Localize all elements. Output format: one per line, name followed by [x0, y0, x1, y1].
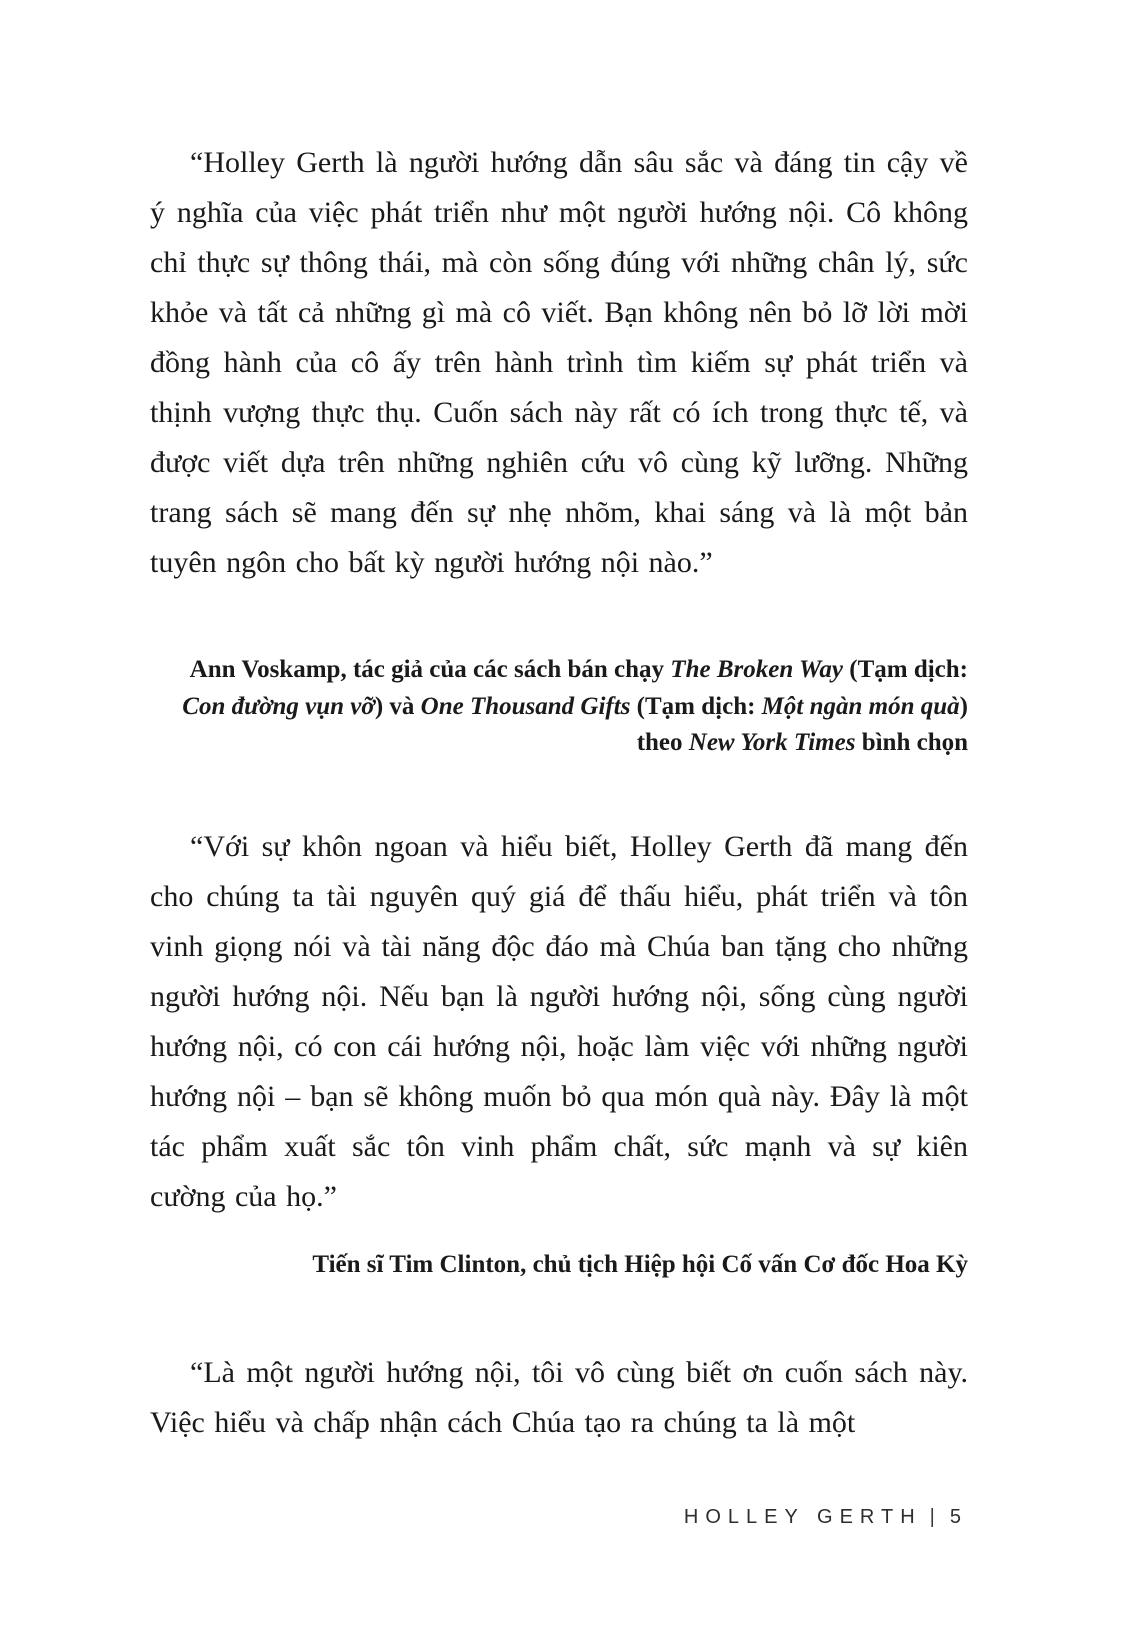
endorsement-quote-1: “Holley Gerth là người hướng dẫn sâu sắc và đáng tin cậy về ý nghĩa của việc phát triển như một người hướng nội. Cô không chỉ thực sự thông thái, mà còn sống đúng với những chân lý, sức khỏe và tất cả những gì mà cô viết. Bạn không nên bỏ lỡ lời mời đồng hành của cô ấy trên hành trình tìm kiếm sự phát triển và thịnh vượng thực thụ. Cuốn sách này rất có ích trong thực tế, và được viết dựa trên những nghiên cứu vô cùng kỹ lưỡng. Những trang sách sẽ mang đến sự nhẹ nhõm, khai sáng và là một bản tuyên ngôn cho bất kỳ người hướng nội nào.” — [150, 146, 968, 579]
page-footer — [684, 1506, 968, 1529]
endorsement-quote-3: “Là một người hướng nội, tôi vô cùng biết ơn cuốn sách này. Việc hiểu và chấp nhận cách Chúa tạo ra chúng ta là một — [150, 1356, 968, 1439]
page-number: 5 — [949, 1506, 968, 1528]
endorsement-quote-2: “Với sự khôn ngoan và hiểu biết, Holley Gerth đã mang đến cho chúng ta tài nguyên quý giá để thấu hiểu, phát triển và tôn vinh giọng nói và tài năng độc đáo mà Chúa ban tặng cho những người hướng nội. Nếu bạn là người hướng nội, sống cùng người hướng nội, có con cái hướng nội, hoặc làm việc với những người hướng nội – bạn sẽ không muốn bỏ qua món quà này. Đây là một tác phẩm xuất sắc tôn vinh phẩm chất, sức mạnh và sự kiên cường của họ.” — [150, 830, 968, 1213]
endorsement-attribution-2: Tiến sĩ Tim Clinton, chủ tịch Hiệp hội Cố vấn Cơ đốc Hoa Kỳ — [312, 1251, 968, 1278]
footer-separator: | — [929, 1506, 942, 1528]
endorsement-attribution-1: Ann Voskamp, tác giả của các sách bán chạy The Broken Way (Tạm dịch: Con đường vụn vỡ) và One Thousand Gifts (Tạm dịch: Một ngàn món quà) theo New York Times bình chọn — [182, 656, 968, 756]
running-title: HOLLEY GERTH — [683, 1506, 922, 1528]
